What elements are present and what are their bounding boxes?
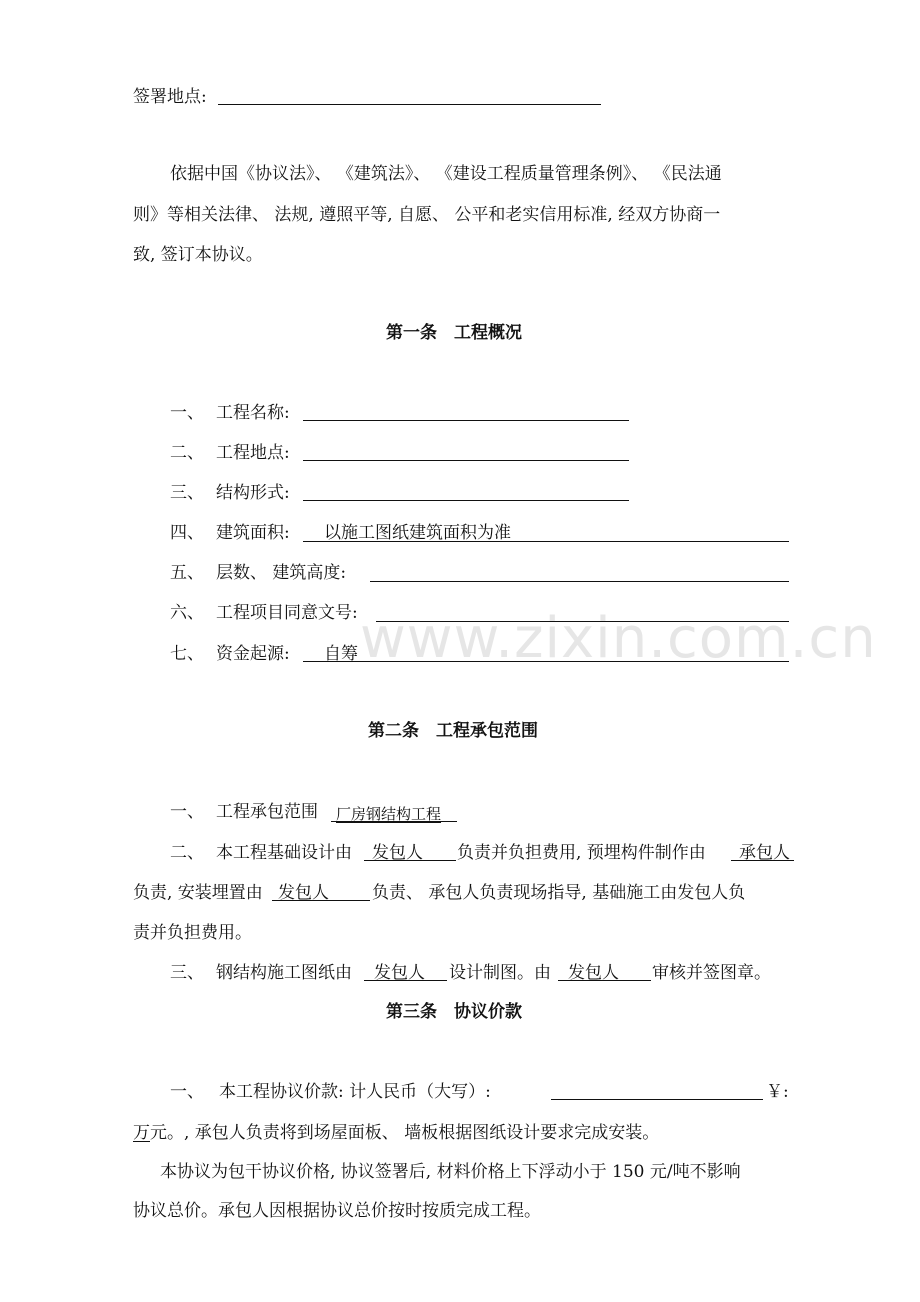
a3-item1-text-3: 元。, 承包人负责将到场屋面板、 墙板根据图纸设计要求完成安装。 bbox=[150, 1123, 660, 1143]
a2-item2-blank-3 bbox=[272, 900, 370, 901]
a3-item1-text-2: ￥: bbox=[766, 1082, 789, 1102]
a1-item7-label: 资金起源: bbox=[216, 644, 290, 664]
a2-item1-value: 厂房钢结构工程 bbox=[336, 805, 442, 823]
a1-item1-label: 工程名称: bbox=[216, 403, 290, 423]
a1-item7-value: 自筹 bbox=[324, 644, 358, 664]
a2-item2-value-3: 发包人 bbox=[278, 883, 329, 903]
a1-item3-num: 三、 bbox=[170, 483, 204, 503]
a1-item4-blank bbox=[303, 541, 789, 542]
a2-item1-blank bbox=[331, 821, 457, 822]
a3-item1-blank bbox=[551, 1099, 763, 1100]
a2-item2-value-2: 承包人 bbox=[739, 843, 790, 863]
a1-item1-num: 一、 bbox=[170, 403, 204, 423]
a1-item5-label: 层数、 建筑高度: bbox=[216, 563, 347, 583]
sign-place-blank bbox=[218, 104, 601, 105]
a1-item7-blank bbox=[303, 661, 789, 662]
a2-item3-text-1: 钢结构施工图纸由 bbox=[216, 963, 352, 983]
a1-item6-label: 工程项目同意文号: bbox=[216, 603, 358, 623]
a1-item3-label: 结构形式: bbox=[216, 483, 290, 503]
a2-item3-value-1: 发包人 bbox=[374, 963, 425, 983]
a2-item3-blank-2 bbox=[558, 980, 651, 981]
intro-line-3: 致, 签订本协议。 bbox=[133, 245, 263, 265]
intro-line-2: 则》等相关法律、 法规, 遵照平等, 自愿、 公平和老实信用标准, 经双方协商一 bbox=[133, 205, 721, 225]
a2-item2-text-1: 本工程基础设计由 bbox=[216, 843, 352, 863]
a1-item4-num: 四、 bbox=[170, 523, 204, 543]
a1-item2-num: 二、 bbox=[170, 443, 204, 463]
a3-item1-unit: 万 bbox=[133, 1123, 150, 1143]
a1-item6-num: 六、 bbox=[170, 603, 204, 623]
a2-item2-text-2: 负责并负担费用, 预埋构件制作由 bbox=[457, 843, 706, 863]
a1-item5-blank bbox=[370, 581, 789, 582]
a1-item3-blank bbox=[303, 500, 629, 501]
a2-item1-label: 工程承包范围 bbox=[216, 802, 318, 822]
a1-item2-blank bbox=[303, 460, 629, 461]
a3-item1-num: 一、 bbox=[170, 1082, 204, 1102]
a2-item3-value-2: 发包人 bbox=[568, 963, 619, 983]
a1-item1-blank bbox=[303, 420, 629, 421]
a2-item3-text-3: 审核并签图章。 bbox=[652, 963, 771, 983]
article1-title: 第一条 工程概况 bbox=[386, 323, 522, 343]
article2-title: 第二条 工程承包范围 bbox=[368, 721, 538, 741]
a2-item2-text-5: 责并负担费用。 bbox=[133, 923, 252, 943]
a3-item1-text-1: 本工程协议价款: 计人民币（大写）: bbox=[219, 1082, 491, 1102]
a2-item2-blank-1 bbox=[364, 860, 456, 861]
a2-item3-blank-1 bbox=[364, 980, 447, 981]
a2-item2-num: 二、 bbox=[170, 843, 204, 863]
a1-item2-label: 工程地点: bbox=[216, 443, 290, 463]
a2-item1-num: 一、 bbox=[170, 802, 204, 822]
article3-title: 第三条 协议价款 bbox=[386, 1002, 522, 1022]
a1-item4-value: 以施工图纸建筑面积为准 bbox=[324, 523, 511, 543]
a2-item2-text-3: 负责, 安装埋置由 bbox=[133, 883, 263, 903]
a1-item5-num: 五、 bbox=[170, 563, 204, 583]
sign-place-label: 签署地点: bbox=[133, 87, 207, 107]
a1-item7-num: 七、 bbox=[170, 644, 204, 664]
a2-item2-text-4: 负责、 承包人负责现场指导, 基础施工由发包人负 bbox=[372, 883, 746, 903]
a2-item2-value-1: 发包人 bbox=[372, 843, 423, 863]
a1-item6-blank bbox=[376, 621, 789, 622]
a2-item3-text-2: 设计制图。由 bbox=[449, 963, 551, 983]
a2-item3-num: 三、 bbox=[170, 963, 204, 983]
intro-line-1: 依据中国《协议法》、 《建筑法》、 《建设工程质量管理条例》、 《民法通 bbox=[170, 164, 722, 184]
a2-item2-blank-2 bbox=[731, 860, 794, 861]
watermark: www.zixin.com.cn bbox=[360, 606, 877, 671]
a1-item4-label: 建筑面积: bbox=[216, 523, 290, 543]
a3-para2-line-1: 本协议为包干协议价格, 协议签署后, 材料价格上下浮动小于 150 元/吨不影响 bbox=[160, 1162, 741, 1182]
a3-para2-line-2: 协议总价。承包人因根据协议总价按时按质完成工程。 bbox=[133, 1201, 541, 1221]
